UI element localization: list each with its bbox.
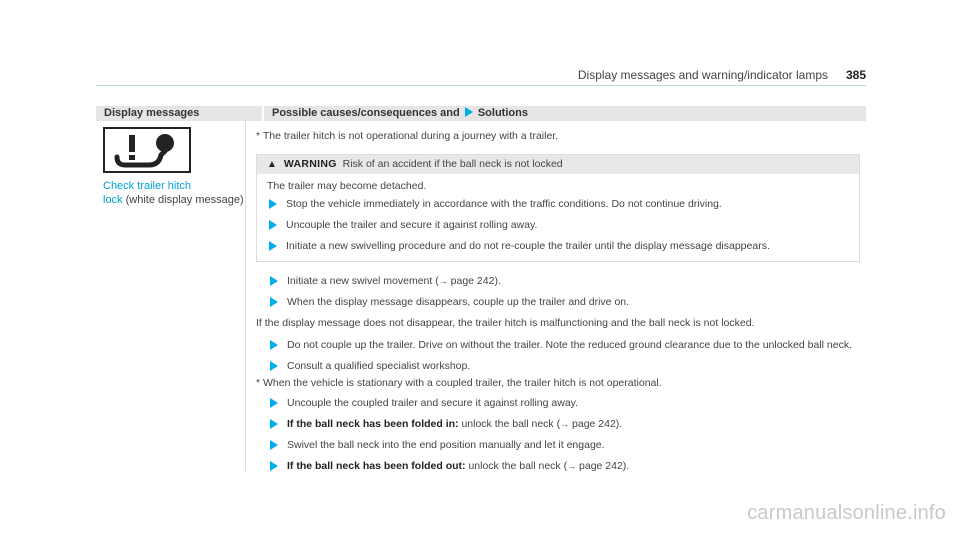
warning-step	[267, 218, 849, 232]
step-text: Consult a qualified specialist workshop.	[287, 360, 471, 372]
step-text-part: Initiate a new swivel movement (	[287, 275, 439, 287]
step-arrow-icon	[270, 297, 278, 307]
warning-step	[267, 197, 849, 211]
step-text: Stop the vehicle immediately in accordance with the traffic conditions. Do not continue driving.	[286, 198, 722, 210]
page-ref-arrow-icon: →	[567, 461, 577, 471]
step-arrow-icon	[269, 241, 277, 251]
step	[268, 338, 866, 352]
step-text	[287, 459, 629, 473]
watermark: carmanualsonline.info	[747, 502, 946, 524]
step-text: Uncouple the coupled trailer and secure it against rolling away.	[287, 397, 579, 409]
page-ref-link[interactable]: page 242).	[572, 418, 623, 430]
message-title-line1: Check trailer hitch	[103, 180, 192, 192]
warning-label: WARNING	[283, 158, 337, 170]
step-arrow-icon	[270, 398, 278, 408]
page-ref-link[interactable]: page 242).	[579, 460, 630, 472]
page-header-title: Display messages and warning/indicator lamps	[577, 68, 828, 82]
step-text-part: unlock the ball neck (	[461, 418, 561, 430]
col2-header-suffix: Solutions	[477, 107, 528, 119]
step-text: When the display message disappears, couple up the trailer and drive on.	[287, 296, 630, 308]
col2-header-prefix: Possible causes/consequences and	[272, 107, 460, 119]
step	[268, 459, 866, 473]
step-arrow-icon	[270, 361, 278, 371]
step	[268, 295, 866, 309]
warning-triangle-icon: ▲	[267, 159, 277, 170]
warning-text: Risk of an accident if the ball neck is not locked	[342, 158, 563, 170]
step-arrow-icon	[270, 276, 278, 286]
warning-box	[256, 154, 860, 262]
step-text: Do not couple up the trailer. Drive on without the trailer. Note the reduced ground clearance due to the unlocked ball neck.	[287, 339, 853, 351]
step-arrow-icon	[270, 461, 278, 471]
page-ref-arrow-icon: →	[438, 276, 448, 286]
message-title	[103, 179, 245, 207]
warning-header	[257, 155, 859, 174]
table-row	[96, 121, 866, 480]
step-text-part: unlock the ball neck (	[468, 460, 568, 472]
step	[268, 396, 866, 410]
step	[268, 274, 866, 288]
trailer-hitch-warning-icon	[103, 127, 191, 173]
step-arrow-icon	[270, 340, 278, 350]
page-number: 385	[845, 68, 866, 82]
message-title-line2: lock	[103, 194, 123, 206]
step	[268, 438, 866, 452]
paragraph: If the display message does not disappear, the trailer hitch is malfunctioning and the ball neck is not locked.	[256, 317, 755, 329]
step-arrow-icon	[270, 419, 278, 429]
display-messages-table	[96, 106, 866, 480]
warning-body	[257, 174, 859, 261]
step-text	[287, 417, 622, 431]
step-text: Uncouple the trailer and secure it against rolling away.	[286, 219, 538, 231]
cause-2: * When the vehicle is stationary with a coupled trailer, the trailer hitch is not operational.	[256, 377, 662, 389]
message-cell	[96, 121, 246, 471]
warning-step	[267, 239, 849, 253]
cause-1: * The trailer hitch is not operational during a journey with a trailer.	[256, 130, 559, 142]
table-header	[96, 106, 866, 121]
step	[268, 417, 866, 431]
step-arrow-icon	[270, 440, 278, 450]
step-arrow-icon	[269, 220, 277, 230]
col1-header: Display messages	[96, 106, 264, 121]
step-text: Swivel the ball neck into the end position manually and let it engage.	[287, 439, 605, 451]
page-ref-arrow-icon: →	[560, 419, 570, 429]
step-arrow-icon	[269, 199, 277, 209]
step-text	[287, 274, 501, 288]
page-ref-link[interactable]: page 242).	[450, 275, 501, 287]
step-text: Initiate a new swivelling procedure and do not re-couple the trailer until the display message disappears.	[286, 240, 770, 252]
step-condition: If the ball neck has been folded out:	[287, 460, 466, 472]
col2-header	[264, 106, 866, 121]
step-condition: If the ball neck has been folded in:	[287, 418, 459, 430]
page-header	[96, 64, 866, 86]
warning-body-text: The trailer may become detached.	[267, 180, 427, 192]
play-arrow-icon	[465, 107, 473, 117]
message-note: (white display message)	[125, 194, 244, 206]
solutions-cell	[246, 121, 866, 480]
step	[268, 359, 866, 373]
